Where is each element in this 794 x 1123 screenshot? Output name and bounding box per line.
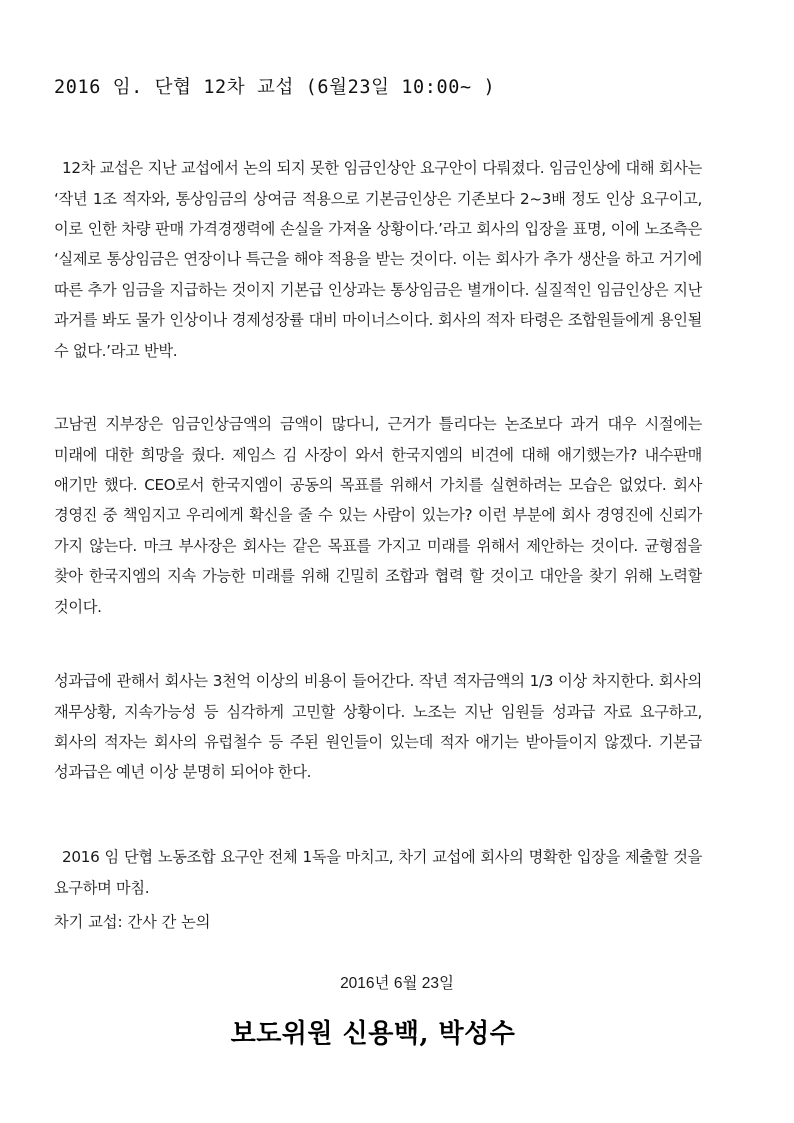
reporters-signature: 보도위원 신용백, 박성수 <box>230 1019 516 1049</box>
paragraph-closing: 2016 임 단협 노동조합 요구안 전체 1독을 마치고, 차기 교섭에 회사의 명확한 입장을 제출할 것을 요구하며 마침. <box>54 848 702 897</box>
paragraph-performance-bonus: 성과급에 관해서 회사는 3천억 이상의 비용이 들어간다. 작년 적자금액의 1/3 이상 차지한다. 회사의 재무상황, 지속가능성 등 심각하게 고민할 상황이다. 노조는 지난 임원들 성과급 자료 요구하고, 회사의 적자는 회사의 유럽철수 등 주된 원인들이 있는데 적자 애기는 받아들이지 않겠다. 기본급 성과급은 예년 이상 분명히 되어야 한다. <box>54 672 702 782</box>
paragraph-negotiation-summary: 12차 교섭은 지난 교섭에서 논의 되지 못한 임금인상안 요구안이 다뤄졌다. 임금인상에 대해 회사는 ‘작년 1조 적자와, 통상임금의 상여금 적용으로 기본금인상은 기존보다 2~3배 정도 인상 요구이고, 이로 인한 차량 판매 가격경쟁력에 손실을 가져올 상황이다.’라고 회사의 입장을 표명, 이에 노조측은 ‘실제로 통상임금은 연장이나 특근을 해야 적용을 받는 것이다. 이는 회사가 추가 생산을 하고 거기에 따른 추가 임금을 지급하는 것이지 기본급 인상과는 통상임금은 별개이다. 실질적인 임금인상은 지난 과거를 봐도 물가 인상이나 경제성장률 대비 마이너스이다. 회사의 적자 타령은 조합원들에게 용인될 수 없다.’라고 반박. <box>54 159 702 360</box>
document-title: 2016 임. 단협 12차 교섭 (6월23일 10:00~ ) <box>54 77 496 98</box>
document-date: 2016년 6월 23일 <box>340 975 454 992</box>
next-meeting-note: 차기 교섭: 간사 간 논의 <box>54 913 211 931</box>
paragraph-branch-chief-remarks: 고남권 지부장은 임금인상금액의 금액이 많다니, 근거가 틀리다는 논조보다 과거 대우 시절에는 미래에 대한 희망을 줬다. 제임스 김 사장이 와서 한국지엠의 비견에 대해 애기했는가? 내수판매 애기만 했다. CEO로서 한국지엠이 공동의 목표를 위해서 가치를 실현하려는 모습은 없었다. 회사 경영진 중 책임지고 우리에게 확신을 줄 수 있는 사람이 있는가? 이런 부분에 회사 경영진에 신뢰가 가지 않는다. 마크 부사장은 회사는 같은 목표를 가지고 미래를 위해서 제안하는 것이다. 균형점을 찾아 한국지엠의 지속 가능한 미래를 위해 긴밀히 조합과 협력 할 것이고 대안을 찾기 위해 노력할 것이다. <box>54 415 702 616</box>
